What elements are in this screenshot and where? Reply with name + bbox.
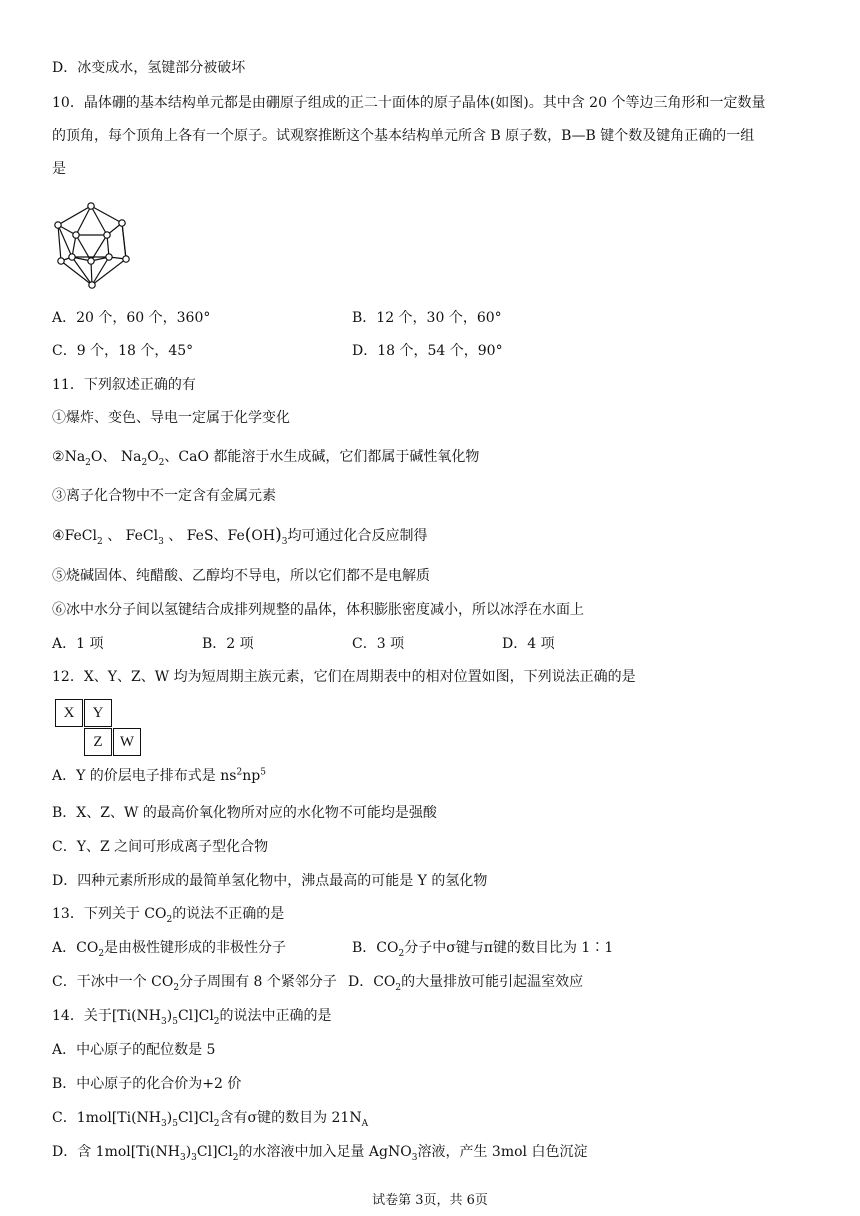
q11-statement-3: ③离子化合物中不一定含有金属元素	[52, 488, 276, 504]
q14-option-d: D．含 $1mol[Ti(NH_3)_3Cl]Cl_2$的水溶液中加入足量 AgNO$_3$溶液，产生 3mol 白色沉淀	[52, 1144, 588, 1163]
cell-z: Z	[84, 728, 112, 756]
q10-option-a: A．20 个，60 个，360°	[52, 310, 211, 326]
q13-option-c: C．干冰中一个 $CO_2$分子周围有 8 个紧邻分子	[52, 974, 337, 993]
q13-option-b: B．$CO_2$分子中σ键与π键的数目比为 1∶1	[352, 940, 614, 959]
q12-stem: 12．X、Y、Z、W 均为短周期主族元素，它们在周期表中的相对位置如图，下列说法正确的是	[52, 669, 636, 685]
q14-option-b: B．中心原子的化合价为+2 价	[52, 1076, 242, 1092]
q10-stem-line2: 的顶角，每个顶角上各有一个原子。试观察推断这个基本结构单元所含 B 原子数，B—B 键个数及键角正确的一组	[52, 128, 755, 144]
q11-option-d: D．4 项	[502, 636, 555, 652]
q9-option-d: D．冰变成水，氢键部分被破坏	[52, 60, 246, 76]
q11-statement-2: $②Na_2O$、 $Na_2O_2$、CaO 都能溶于水生成碱，它们都属于碱性氧化物	[52, 449, 480, 468]
q10-stem-line3: 是	[52, 161, 66, 177]
q10-stem-line1: 10．晶体硼的基本结构单元都是由硼原子组成的正二十面体的原子晶体(如图)。其中含 20 个等边三角形和一定数量	[52, 95, 766, 111]
q14-option-a: A．中心原子的配位数是 5	[52, 1042, 216, 1058]
q11-statement-6: ⑥冰中水分子间以氢键结合成排列规整的晶体，体积膨胀密度减小，所以冰浮在水面上	[52, 602, 584, 618]
q14-stem: 14．关于$[Ti(NH_3)_5Cl]Cl_2$的说法中正确的是	[52, 1008, 332, 1027]
cell-y: Y	[84, 699, 112, 727]
q10-option-c: C．9 个，18 个，45°	[52, 343, 194, 359]
q11-option-b: B．2 项	[202, 636, 254, 652]
q11-statement-1: ①爆炸、变色、导电一定属于化学变化	[52, 410, 290, 426]
q12-option-b: B．X、Z、W 的最高价氧化物所对应的水化物不可能均是强酸	[52, 805, 437, 821]
q11-option-a: A．1 项	[52, 636, 104, 652]
q13-option-a: A．$CO_2$是由极性键形成的非极性分子	[52, 940, 287, 959]
cell-w: W	[113, 728, 141, 756]
q10-option-b: B．12 个，30 个，60°	[352, 310, 502, 326]
icosahedron-figure	[52, 201, 132, 291]
q14-option-c: C．$1mol[Ti(NH_3)_5Cl]Cl_2$含有σ键的数目为 $21N_A$	[52, 1110, 369, 1129]
q12-option-a: A．Y 的价层电子排布式是 $ns^2np^5$	[52, 767, 266, 784]
q11-stem: 11．下列叙述正确的有	[52, 377, 196, 393]
q13-stem: 13．下列关于 $CO_2$的说法不正确的是	[52, 906, 285, 925]
page-footer: 试卷第 3页，共 6页	[372, 1193, 488, 1208]
q11-statement-5: ⑤烧碱固体、纯醋酸、乙醇均不导电，所以它们都不是电解质	[52, 568, 430, 584]
q13-option-d: D．$CO_2$的大量排放可能引起温室效应	[348, 974, 584, 993]
q12-option-d: D．四种元素所形成的最简单氢化物中，沸点最高的可能是 Y 的氢化物	[52, 873, 488, 889]
q11-statement-4: ④FeCl$_2$ 、 FeCl$_3$ 、 FeS、$Fe(OH)_3$均可通过化合反应制得	[52, 525, 428, 547]
q10-option-d: D．18 个，54 个，90°	[352, 343, 503, 359]
q11-option-c: C．3 项	[352, 636, 405, 652]
q12-option-c: C．Y、Z 之间可形成离子型化合物	[52, 839, 269, 855]
cell-x: X	[55, 699, 83, 727]
